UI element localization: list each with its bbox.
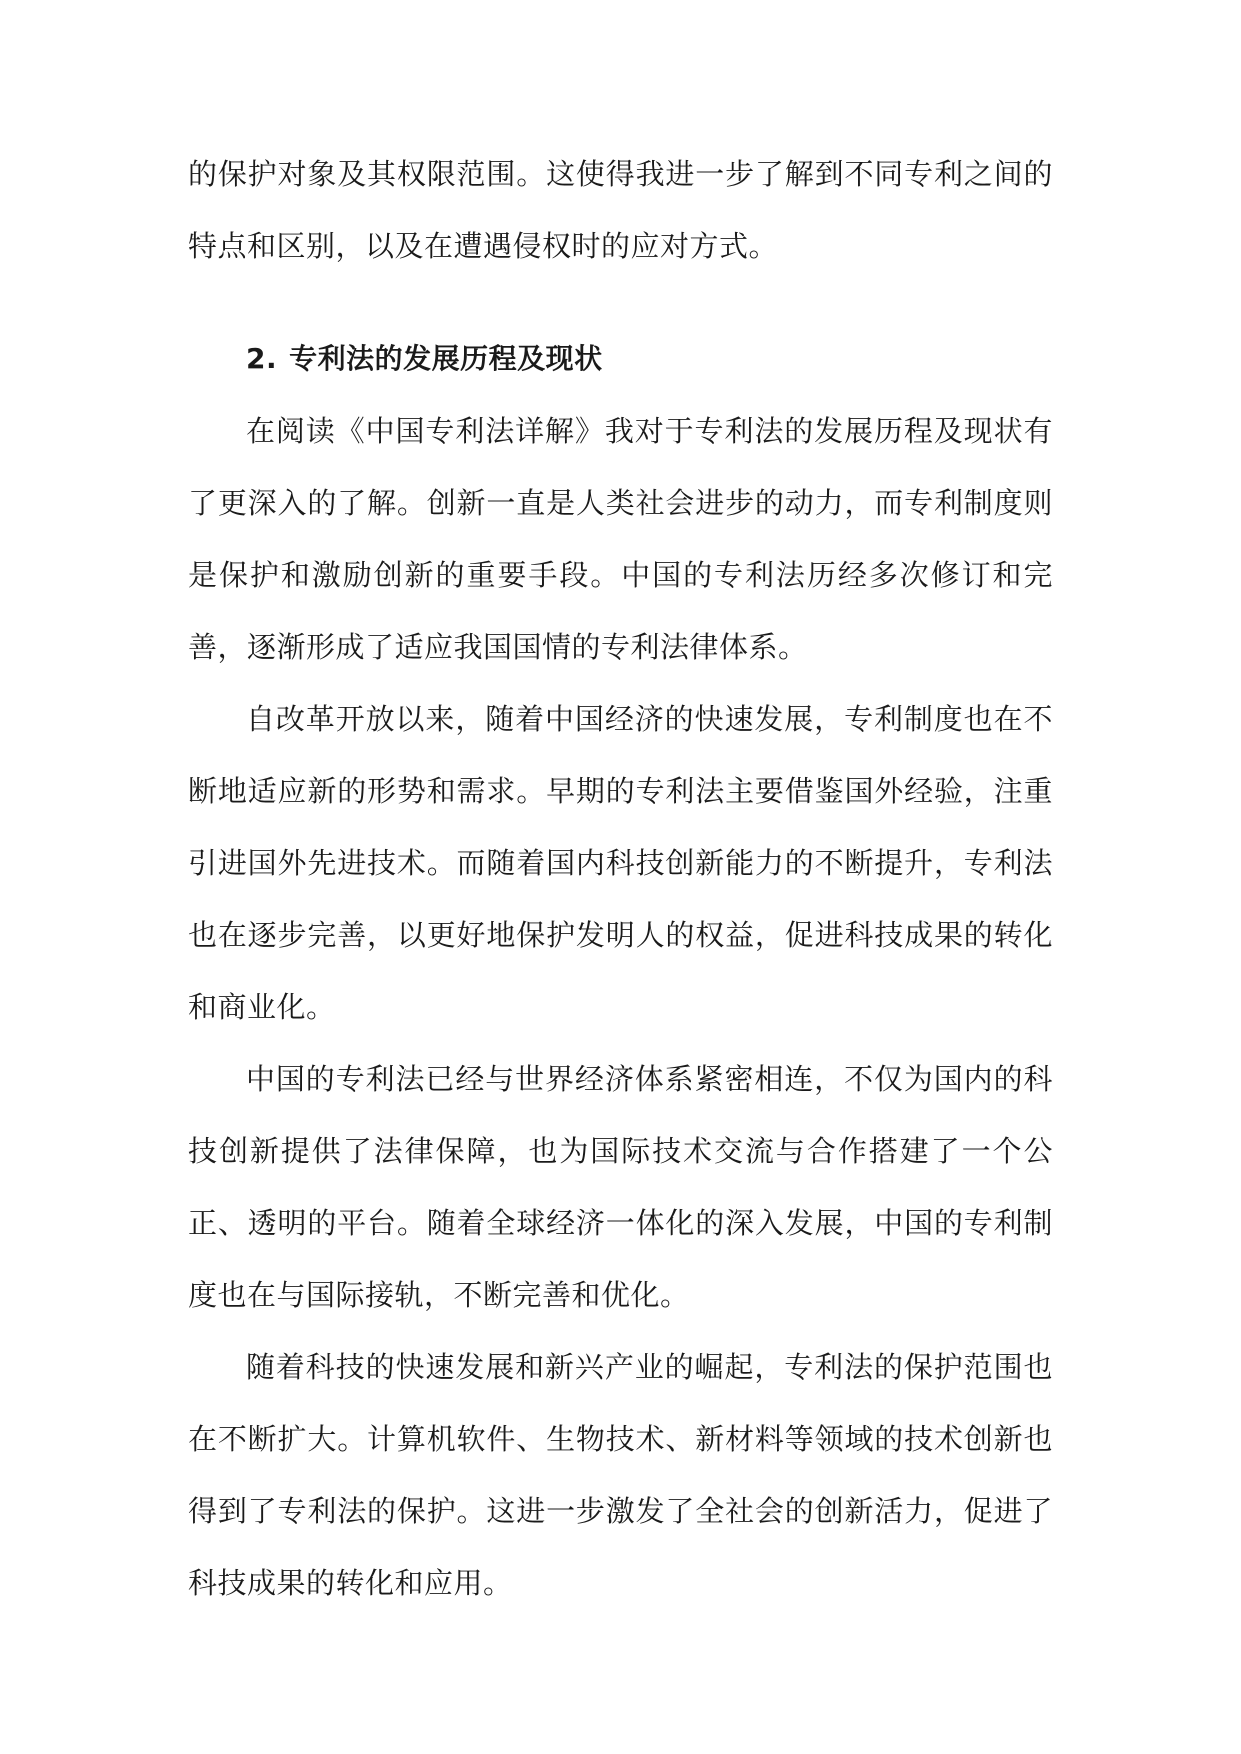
section-heading <box>188 323 1053 395</box>
document-body <box>188 138 1053 1619</box>
paragraph-4: 随着科技的快速发展和新兴产业的崛起，专利法的保护范围也在不断扩大。计算机软件、生物技术、新材料等领域的技术创新也得到了专利法的保护。这进一步激发了全社会的创新活力，促进了科技成果的转化和应用。 <box>188 1350 1053 1600</box>
section-title: 专利法的发展历程及现状 <box>289 342 603 375</box>
section-number: 2. <box>246 342 278 375</box>
paragraph-3: 中国的专利法已经与世界经济体系紧密相连，不仅为国内的科技创新提供了法律保障，也为国际技术交流与合作搭建了一个公正、透明的平台。随着全球经济一体化的深入发展，中国的专利制度也在与国际接轨，不断完善和优化。 <box>188 1062 1053 1312</box>
paragraph-1: 在阅读《中国专利法详解》我对于专利法的发展历程及现状有了更深入的了解。创新一直是人类社会进步的动力，而专利制度则是保护和激励创新的重要手段。中国的专利法历经多次修订和完善，逐渐形成了适应我国国情的专利法律体系。 <box>188 414 1053 664</box>
intro-paragraph: 的保护对象及其权限范围。这使得我进一步了解到不同专利之间的特点和区别，以及在遭遇侵权时的应对方式。 <box>188 157 1053 263</box>
paragraph-2: 自改革开放以来，随着中国经济的快速发展，专利制度也在不断地适应新的形势和需求。早期的专利法主要借鉴国外经验，注重引进国外先进技术。而随着国内科技创新能力的不断提升，专利法也在逐步完善，以更好地保护发明人的权益，促进科技成果的转化和商业化。 <box>188 702 1053 1024</box>
